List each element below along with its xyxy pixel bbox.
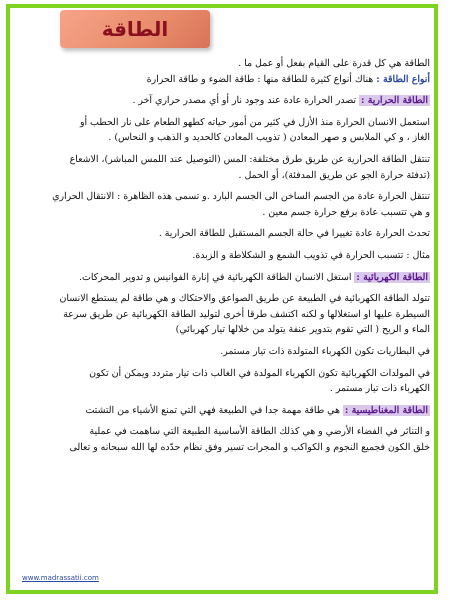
electric-heading: الطاقة الكهربائية : [356, 271, 428, 283]
thermal-line: تنتقل الطاقة الحرارية عن طريق طرق مختلفة: المس (التوصيل عند اللمس المباشر)، الاشعاع [69, 153, 430, 165]
page-title: الطاقة [101, 17, 169, 41]
magnetic-line: و التناثر في الفضاء الأرضي و هي كذلك الطاقة الأساسية الطبيعة التي ساهمت في عملية [89, 426, 430, 438]
thermal-heading-line [18, 93, 430, 109]
types-paragraph [18, 72, 430, 88]
thermal-heading: الطاقة الحرارية : [361, 95, 428, 107]
thermal-line: مثال : تتسبب الحرارة في تذويب الشمع و الشكلاطة و الزبدة. [192, 249, 430, 261]
thermal-line: تنتقل الحرارة عادة من الجسم الساخن الى الجسم البارد .و تسمى هذه الظاهرة : الانتقال الحراري [52, 191, 430, 203]
magnetic-line: خلق الكون فجميع النجوم و الكواكب و المجرات تسير وفق نظام حدّده لها الله سبحانه و تعالى [69, 441, 430, 453]
electric-line: الماء و الريح ( التي تقوم بتدوير عنفة يتولد من خلالها تيار كهربائي) [175, 324, 430, 336]
types-heading: أنواع الطاقة : [376, 73, 430, 85]
thermal-line: (تدفئة حرارة الجو عن طريق المدفئة)، أو الحمل . [238, 169, 430, 181]
intro-paragraph: الطاقة هي كل قدرة على القيام بفعل أو عمل ما . [238, 58, 430, 69]
electric-line: الكهرباء ذات تيار مستمر . [329, 383, 430, 395]
electric-heading-line [18, 270, 430, 286]
title-banner [60, 10, 210, 48]
magnetic-heading-line [18, 403, 430, 419]
electric-line: تتولد الطاقة الكهربائية في الطبيعة عن طريق الصواعق والاحتكاك و هي طاقة لم يستطع الانسان [59, 293, 430, 305]
thermal-line: و هي تتسبب عادة برفع حرارة جسم معين . [262, 206, 430, 218]
electric-line: استغل الانسان الطاقة الكهربائية في إنارة الفوانيس و تدوير المحركات. [79, 271, 355, 283]
thermal-line: استعمل الانسان الحرارة منذ الأزل في كثير من أمور حياته كطهو الطعام على نار الحطب أو [79, 116, 430, 128]
magnetic-heading: الطاقة المغناطيسية : [344, 404, 428, 416]
document-body [18, 56, 430, 455]
magnetic-line: هي طاقة مهمة جدا في الطبيعة فهي التي تمنع الأشياء من التشتت [85, 404, 343, 416]
thermal-line: تصدر الحرارة عادة عند وجود نار أو أي مصدر حراري آخر . [132, 95, 360, 107]
electric-line: في البطاريات تكون الكهرباء المتولدة ذات تيار مستمر. [220, 345, 430, 357]
thermal-line: الغاز ، و كي الملابس و صهر المعادن ( تذويب المعادن كالحديد و الذهب و النحاس) . [108, 132, 430, 144]
types-text: هناك أنواع كثيرة للطاقة منها : طاقة الضوء و طاقة الحرارة [146, 73, 377, 85]
electric-line: السيطرة عليها او استغلالها و لكنه اكتشف طرقا أخرى لتوليد الطاقة الكهربائية عن طريق سرعة [63, 308, 430, 320]
thermal-line: تحدث الحرارة عادة تغييرا في حالة الجسم المستقبل للطاقة الحرارية . [158, 228, 430, 240]
electric-line: في المولدات الكهربائية تكون الكهرباء المولدة في الغالب ذات تيار متردد ويمكن أن تكون [89, 367, 430, 379]
website-link[interactable]: www.madrassatii.com [22, 574, 99, 582]
